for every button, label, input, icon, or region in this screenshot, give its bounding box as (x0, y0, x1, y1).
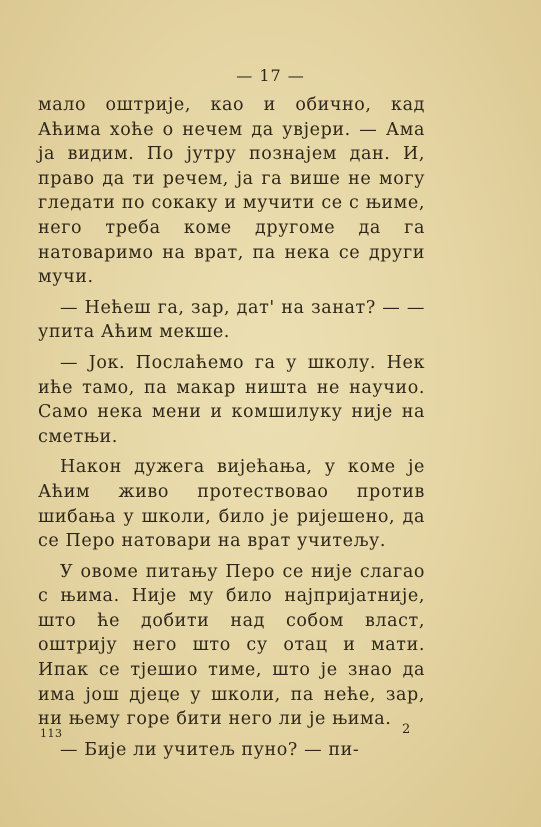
signature-mark-left: 113 (40, 727, 63, 740)
page-number: — 17 — (236, 66, 305, 85)
body-text (38, 93, 425, 762)
paragraph: — Јок. Послаћемо га у школу. Нек иће тамо, па макар ништа не научио. Само нека мени и комшилуку није на сметњи. (38, 352, 425, 447)
signature-mark-right: 2 (402, 722, 411, 737)
paragraph: Након дужега вијећања, у коме је Аћим живо протествовао против шибања у школи, било је ријешено, да се Перо натовари на врат учитељу. (38, 457, 425, 552)
paragraph: мало оштрије, као и обично, кад Аћима хоће о нечем да увјери. — Ама ја видим. По јутру познајем дан. И, право да ти речем, ја га више не могу гледати по сокаку и мучити се с њиме, него треба коме другоме да га натоваримо на врат, па нека се други мучи. (38, 95, 425, 288)
paragraph: У овоме питању Перо се није слагао с њима. Није му било најпријатније, што ће добити над собом власт, оштрију него што су отац и мати. Ипак се тјешио тиме, што је знао да има још дјеце у школи, па неће, зар, ни њему горе бити него ли је њима. (38, 561, 425, 730)
paragraph: — Нећеш га, зар, дат' на занат? — — упита Аћим мекше. (38, 297, 425, 343)
paragraph: — Бије ли учитељ пуно? — пи- (60, 739, 360, 760)
